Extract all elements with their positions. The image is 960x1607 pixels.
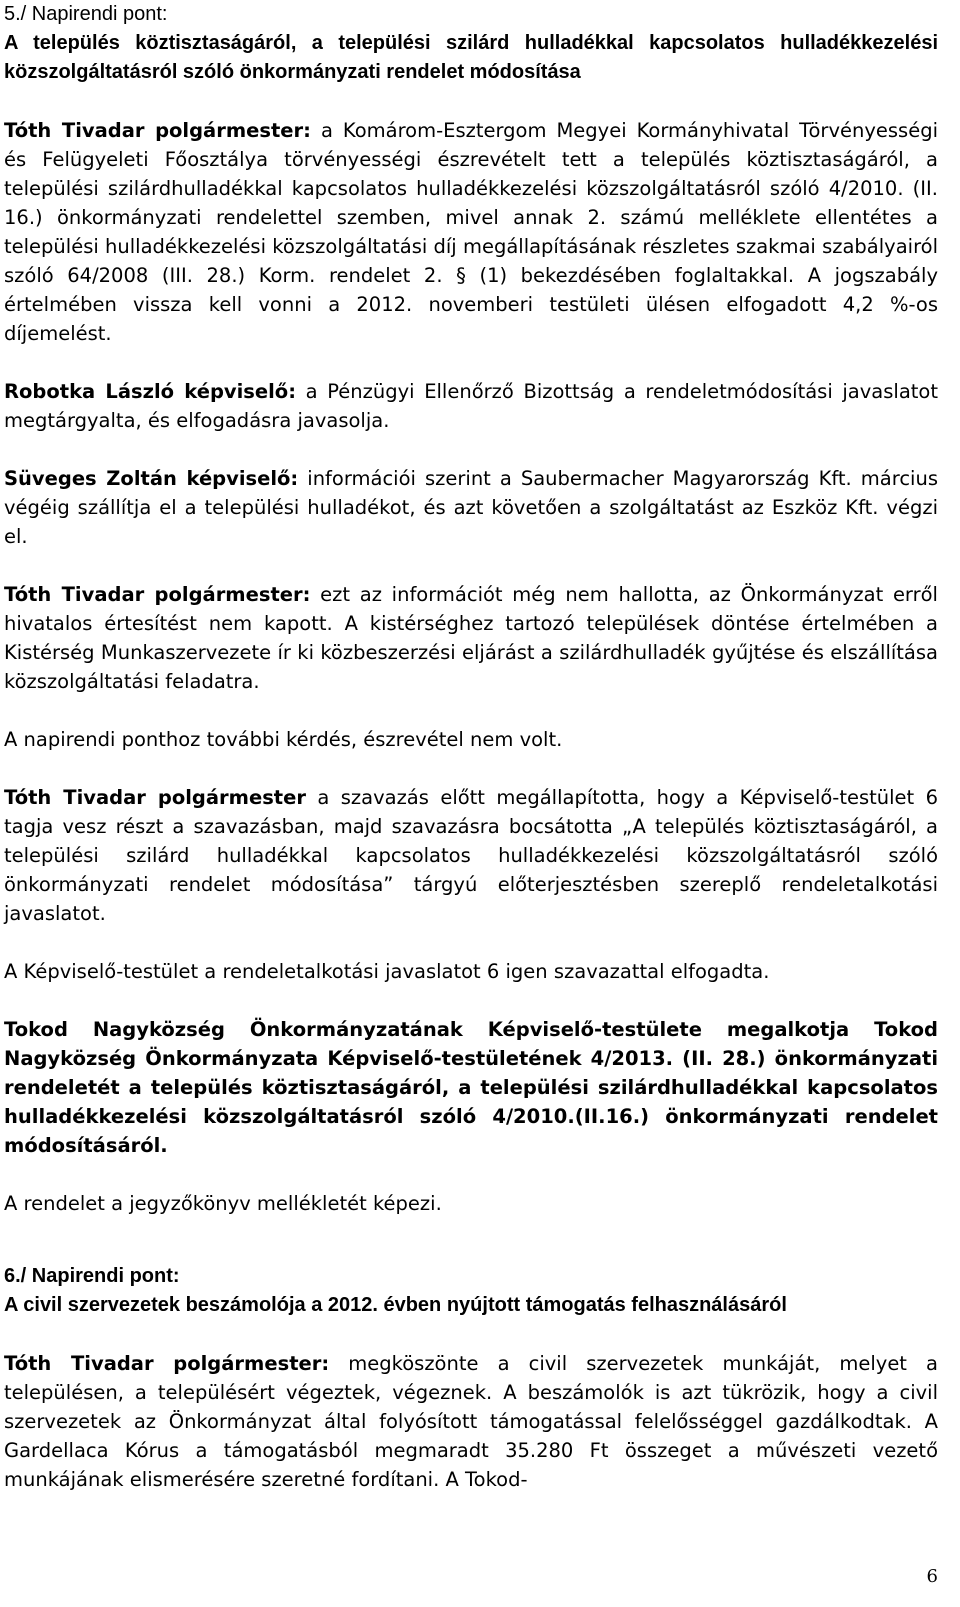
paragraph-text: megköszönte a civil szervezetek munkáját, melyet a településen, a településért végeztek, végeznek. A beszámolók is azt tükrözik, hogy a civil szervezetek az Önkormányzat által folyósított támogatással felelősséggel gazdálkodtak. A Gardellaca Kórus a támogatásból megmaradt 35.280 Ft összeget a művészeti vezető munkájának elismerésére szeretné fordítani. A Tokod- (4, 1352, 939, 1491)
speaker-name: Süveges Zoltán képviselő: (4, 467, 299, 490)
paragraph-text: a Komárom-Esztergom Megyei Kormányhivatal Törvényességi és Felügyeleti Főosztálya törvényességi észrevételt tett a település köztisztaságáról, a települési szilárdhulladékkal kapcsolatos hulladékkezelési közszolgáltatásról szóló 4/2010. (II. 16.) önkormányzati rendelettel szemben, mivel annak 2. számú melléklete ellentétes a települési hulladékkezelési közszolgáltatási díj megállapításának részletes szakmai szabályairól szóló 64/2008 (III. 28.) Korm. rendelet 2. § (1) bekezdésében foglaltakkal. A jogszabály értelmében vissza kell vonni a 2012. novemberi testületi ülésen elfogadott 4,2 %-os díjemelést. (4, 119, 938, 345)
paragraph-text: a szavazás előtt megállapította, hogy a Képviselő-testület 6 tagja vesz részt a szavazásban, majd szavazásra bocsátotta „A település köztisztaságáról, a települési szilárd hulladékkal kapcsolatos hulladékkezelési közszolgáltatásról szóló önkormányzati rendelet módosítása” tárgyú előterjesztésben szereplő rendeletalkotási javaslatot. (4, 786, 938, 925)
document-page (4, 0, 938, 1494)
minutes-paragraph (4, 725, 938, 754)
minutes-paragraph (4, 464, 938, 551)
speaker-name: Robotka László képviselő: (4, 380, 297, 403)
agenda-title: A település köztisztaságáról, a települési szilárd hulladékkal kapcsolatos hulladékkezelési közszolgáltatásról szóló önkormányzati rendelet módosítása (4, 32, 938, 83)
paragraph-text: ezt az információt még nem hallotta, az Önkormányzat erről hivatalos értesítést nem kapott. A kistérséghez tartozó települések döntése értelmében a Kistérség Munkaszervezete ír ki közbeszerzési eljárást a szilárdhulladék gyűjtése és elszállítása közszolgáltatási feladatra. (4, 583, 938, 693)
agenda-heading: 5./ Napirendi pont: (4, 3, 168, 25)
page-number: 6 (926, 1566, 938, 1587)
agenda-title: A civil szervezetek beszámolója a 2012. évben nyújtott támogatás felhasználásáról (4, 1294, 787, 1316)
speaker-name: Tóth Tivadar polgármester: (4, 119, 311, 142)
minutes-paragraph (4, 1349, 938, 1494)
agenda-heading: 6./ Napirendi pont: (4, 1265, 180, 1287)
minutes-paragraph (4, 377, 938, 435)
annex-note: A rendelet a jegyzőkönyv mellékletét képezi. (4, 1192, 442, 1215)
minutes-paragraph (4, 116, 938, 348)
speaker-name: Tóth Tivadar polgármester: (4, 1352, 330, 1375)
agenda-item-5 (4, 0, 938, 87)
minutes-paragraph (4, 783, 938, 928)
paragraph-text: A Képviselő-testület a rendeletalkotási javaslatot 6 igen szavazattal elfogadta. (4, 960, 770, 983)
minutes-paragraph (4, 957, 938, 986)
paragraph-text: A napirendi ponthoz további kérdés, észrevétel nem volt. (4, 728, 563, 751)
resolution-text: Tokod Nagyközség Önkormányzatának Képviselő-testülete megalkotja Tokod Nagyközség Önkormányzata Képviselő-testületének 4/2013. (II. 28.) önkormányzati rendeletét a település köztisztaságáról, a települési szilárdhulladékkal kapcsolatos hulladékkezelési közszolgáltatásról szóló 4/2010.(II.16.) önkormányzati rendelet módosításáról. (4, 1018, 938, 1157)
paragraph-text: információi szerint a Saubermacher Magyarország Kft. március végéig szállítja el a települési hulladékot, és azt követően a szolgáltatást az Eszköz Kft. végzi el. (4, 467, 938, 548)
speaker-name: Tóth Tivadar polgármester (4, 786, 306, 809)
speaker-name: Tóth Tivadar polgármester: (4, 583, 311, 606)
paragraph-text: a Pénzügyi Ellenőrző Bizottság a rendeletmódosítási javaslatot megtárgyalta, és elfogadásra javasolja. (4, 380, 938, 432)
minutes-paragraph (4, 580, 938, 696)
agenda-item-6 (4, 1262, 938, 1320)
